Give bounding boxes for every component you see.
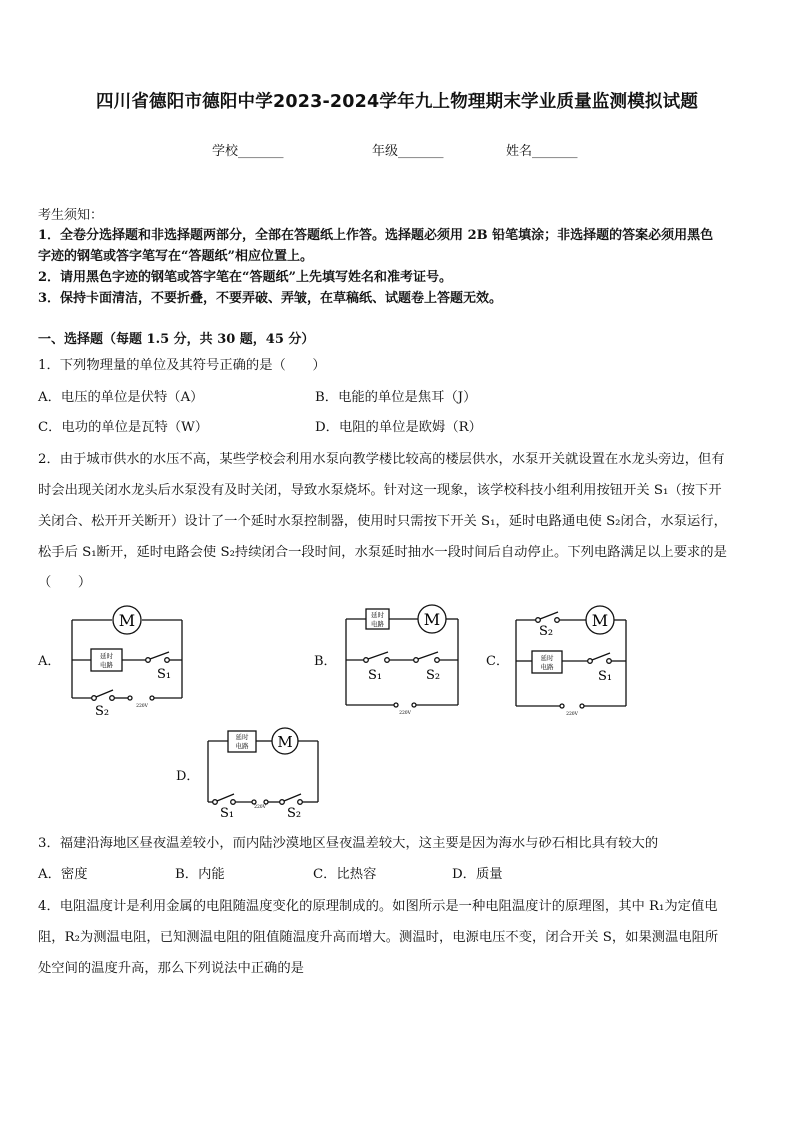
delay-label: 电路	[540, 663, 554, 671]
question-1-option-b: B．电能的单位是焦耳（J）	[315, 390, 477, 405]
question-2-line: 关闭合、松开开关断开）设计了一个延时水泵控制器，使用时只需按下开关 S₁，延时电路通电使 S₂闭合，水泵运行，	[38, 514, 727, 529]
motor-label: M	[277, 733, 293, 751]
motor-label: M	[118, 611, 136, 630]
question-1-option-d: D．电阻的单位是欧姆（R）	[315, 420, 482, 435]
question-3-option-d: D．质量	[452, 867, 503, 882]
notice-item: 1．全卷分选择题和非选择题两部分，全部在答题纸上作答。选择题必须用 2B 铅笔填涂；非选择题的答案必须用黑色	[38, 228, 714, 243]
circuit-b-label: B．	[314, 654, 337, 669]
question-4-line: 处空间的温度升高，那么下列说法中正确的是	[38, 961, 304, 976]
circuit-c-label: C．	[486, 654, 509, 669]
s2-label: S₂	[426, 668, 441, 683]
delay-label: 延时	[100, 652, 113, 660]
delay-label: 电路	[371, 620, 384, 628]
s2-label: S₂	[539, 624, 554, 639]
delay-label: 延时	[235, 733, 249, 741]
question-3-stem: 3．福建沿海地区昼夜温差较小，而内陆沙漠地区昼夜温差较大，这主要是因为海水与砂石相比具有较大的	[38, 836, 659, 851]
question-2-line: （ ）	[38, 575, 92, 590]
source-label: 220V	[254, 805, 266, 810]
motor-label: M	[423, 610, 441, 629]
delay-label: 电路	[235, 742, 249, 750]
circuit-d-diagram	[196, 722, 336, 822]
question-2-line: 2．由于城市供水的水压不高，某些学校会利用水泵向教学楼比较高的楼层供水，水泵开关就设置在水龙头旁边，但有	[38, 452, 725, 467]
s1-label: S₁	[598, 669, 613, 684]
delay-label: 延时	[540, 654, 554, 662]
school-field: 学校_______	[212, 144, 284, 159]
section-heading: 一、选择题（每题 1.5 分，共 30 题，45 分）	[38, 332, 315, 347]
question-2-line: 松手后 S₁断开，延时电路会使 S₂持续闭合一段时间，水泵延时抽水一段时间后自动停止。下列电路满足以上要求的是	[38, 545, 727, 560]
delay-label: 延时	[371, 611, 384, 619]
s1-label: S₁	[368, 668, 383, 683]
notice-item: 字迹的钢笔或答字笔写在“答题纸”相应位置上。	[38, 249, 313, 264]
circuit-d-label: D．	[176, 769, 200, 784]
page-title: 四川省德阳市德阳中学2023-2024学年九上物理期末学业质量监测模拟试题	[95, 92, 699, 112]
delay-label: 电路	[100, 661, 113, 669]
question-4-line: 阻，R₂为测温电阻，已知测温电阻的阻值随温度升高而增大。测温时，电源电压不变，闭合开关 S，如果测温电阻所	[38, 930, 719, 945]
question-2-line: 时会出现关闭水龙头后水泵没有及时关闭，导致水泵烧坏。针对这一现象，该学校科技小组利用按钮开关 S₁（按下开	[38, 483, 722, 498]
circuit-b-diagram	[334, 597, 474, 721]
question-1-option-c: C．电功的单位是瓦特（W）	[38, 420, 209, 435]
circuit-a-label: A．	[38, 654, 61, 669]
s1-label: S₁	[220, 806, 235, 821]
source-label: 220V	[136, 704, 148, 709]
question-1-stem: 1．下列物理量的单位及其符号正确的是（ ）	[38, 358, 326, 373]
name-field: 姓名_______	[506, 144, 578, 159]
source-label: 220V	[566, 712, 578, 717]
question-4-line: 4．电阻温度计是利用金属的电阻随温度变化的原理制成的。如图所示是一种电阻温度计的原理图，其中 R₁为定值电	[38, 899, 718, 914]
source-label: 220V	[399, 711, 411, 716]
notice-item: 2．请用黑色字迹的钢笔或答字笔在“答题纸”上先填写姓名和准考证号。	[38, 270, 453, 285]
circuit-c-diagram	[504, 598, 644, 722]
notice-item: 3．保持卡面清洁，不要折叠，不要弄破、弄皱，在草稿纸、试题卷上答题无效。	[38, 291, 503, 306]
question-3-option-c: C．比热容	[313, 867, 377, 882]
grade-field: 年级_______	[372, 144, 444, 159]
notice-heading: 考生须知：	[38, 208, 104, 223]
motor-label: M	[591, 611, 609, 630]
s2-label: S₂	[287, 806, 302, 821]
circuit-a-diagram	[60, 598, 200, 722]
question-3-option-a: A．密度	[38, 867, 88, 882]
s2-label: S₂	[95, 704, 110, 719]
question-1-option-a: A．电压的单位是伏特（A）	[38, 390, 204, 405]
s1-label: S₁	[157, 667, 172, 682]
question-3-option-b: B．内能	[175, 867, 225, 882]
